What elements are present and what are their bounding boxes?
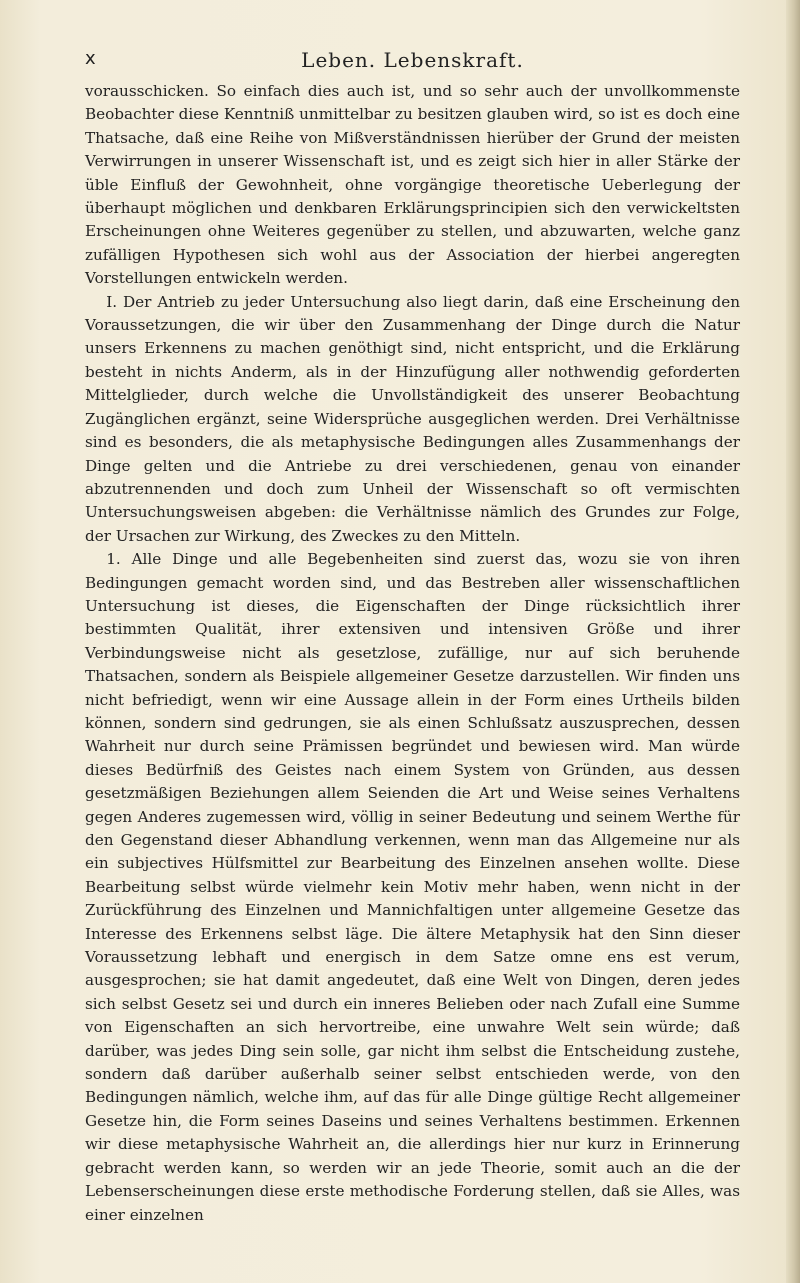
paragraph: vorausschicken. So einfach dies auch ist, und so sehr auch der unvollkommenste Beobachter diese Kenntniß unmittelbar zu besitzen glauben wird, so ist es doch eine Thatsache, daß eine Reihe von Mißverständnissen hierüber der Grund der meisten Verwirrungen in unserer Wissenschaft ist, und es zeigt sich hier in aller Stärke der üble Einfluß der Gewohnheit, ohne vorgängige theoretische Ueberlegung der überhaupt möglichen und denkbaren Erklärungsprincipien sich den verwickeltsten Erscheinungen ohne Weiteres gegenüber zu stellen, und abzuwarten, welche ganz zufälligen Hypothesen sich wohl aus der Association der hierbei angeregten Vorstellungen entwickeln werden. [85,82,740,288]
running-header [85,48,740,78]
page-edge [786,0,800,1283]
margin-mark: x [85,48,96,69]
running-title: Leben. Lebenskraft. [301,48,524,72]
body-text [85,80,740,1227]
paragraph: I. Der Antrieb zu jeder Untersuchung also liegt darin, daß eine Erscheinung den Voraussetzungen, die wir über den Zusammenhang der Dinge durch die Natur unsers Erkennens zu machen genöthigt sind, nicht entspricht, und die Erklärung besteht in nichts Anderm, als in der Hinzufügung aller nothwendig geforderten Mittelglieder, durch welche die Unvollständigkeit des unserer Beobachtung Zugänglichen ergänzt, seine Widersprüche ausgeglichen werden. Drei Verhältnisse sind es besonders, die als metaphysische Bedingungen alles Zusammenhangs der Dinge gelten und die Antriebe zu drei verschiedenen, genau von einander abzutrennenden und doch zum Unheil der Wissenschaft so oft vermischten Untersuchungsweisen abgeben: die Verhältnisse nämlich des Grundes zur Folge, der Ursachen zur Wirkung, des Zweckes zu den Mitteln. [85,292,740,545]
paragraph: 1. Alle Dinge und alle Begebenheiten sind zuerst das, wozu sie von ihren Bedingungen gemacht worden sind, und das Bestreben aller wissenschaftlichen Untersuchung ist dieses, die Eigenschaften der Dinge rücksichtlich ihrer bestimmten Qualität, ihrer extensiven und intensiven Größe und ihrer Verbindungsweise nicht als gesetzlose, zufällige, nur auf sich beruhende Thatsachen, sondern als Beispiele allgemeiner Gesetze darzustellen. Wir finden uns nicht befriedigt, wenn wir eine Aussage allein in der Form eines Urtheils bilden können, sondern sind gedrungen, sie als einen Schlußsatz auszusprechen, dessen Wahrheit nur durch seine Prämissen begründet und bewiesen wird. Man würde dieses Bedürfniß des Geistes nach einem System von Gründen, aus dessen gesetzmäßigen Beziehungen allem Seienden die Art und Weise seines Verhaltens gegen Anderes zugemessen wird, völlig in seiner Bedeutung und seinem Werthe für den Gegenstand dieser Abhandlung verkennen, wenn man das Allgemeine nur als ein subjectives Hülfsmittel zur Bearbeitung des Einzelnen ansehen wollte. Diese Bearbeitung selbst würde vielmehr kein Motiv mehr haben, wenn nicht in der Zurückführung des Einzelnen und Mannichfaltigen unter allgemeine Gesetze das Interesse des Erkennens selbst läge. Die ältere Metaphysik hat den Sinn dieser Voraussetzung lebhaft und energisch in dem Satze omne ens est verum, ausgesprochen; sie hat damit angedeutet, daß eine Welt von Dingen, deren jedes sich selbst Gesetz sei und durch ein inneres Belieben oder nach Zufall eine Summe von Eigenschaften an sich hervortreibe, eine unwahre Welt sein würde; daß darüber, was jedes Ding sein solle, gar nicht ihm selbst die Entscheidung zustehe, sondern daß darüber außerhalb seiner selbst entschieden werde, von den Bedingungen nämlich, welche ihm, auf das für alle Dinge gültige Recht allgemeiner Gesetze hin, die Form seines Daseins und seines Verhaltens bestimmen. Erkennen wir diese metaphysische Wahrheit an, die allerdings hier nur kurz in Erinnerung gebracht werden kann, so werden wir an jede Theorie, somit auch an die der Lebenserscheinungen diese erste methodische Forderung stellen, daß sie Alles, was einer einzelnen [85,550,740,1224]
